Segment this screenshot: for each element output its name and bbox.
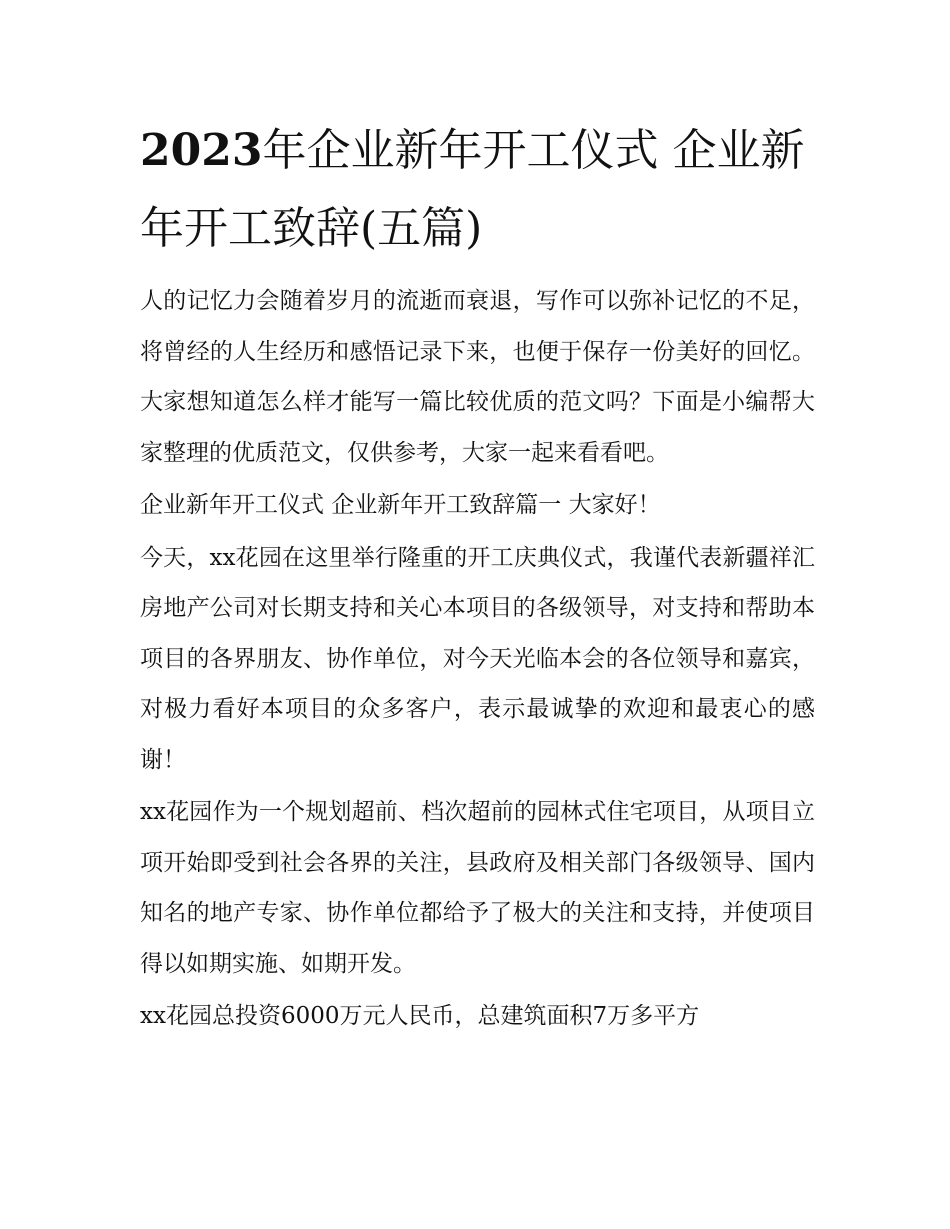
section-heading-paragraph: 企业新年开工仪式 企业新年开工致辞篇一 大家好！ <box>140 492 661 518</box>
title-year: 2023 <box>140 125 263 176</box>
body-paragraph: 今天，xx花园在这里举行隆重的开工庆典仪式，我谨代表新疆祥汇房地产公司对长期支持和关心本项目的各级领导，对支持和帮助本项目的各界朋友、协作单位，对今天光临本会的各位领导和嘉宾，对极力看好本项目的众多客户，表示最诚挚的欢迎和最衷心的感谢！ <box>140 544 815 773</box>
document-title <box>140 112 815 268</box>
body-paragraph: xx花园作为一个规划超前、档次超前的园林式住宅项目，从项目立项开始即受到社会各界的关注，县政府及相关部门各级领导、国内知名的地产专家、协作单位都给予了极大的关注和支持，并使项目得以如期实施、如期开发。 <box>140 799 815 977</box>
title-text: 年企业新年开工仪式 企业新年开工致辞(五篇) <box>140 125 805 254</box>
body-paragraph: xx花园总投资6000万元人民币，总建筑面积7万多平方 <box>140 1003 700 1029</box>
intro-paragraph: 人的记忆力会随着岁月的流逝而衰退，写作可以弥补记忆的不足，将曾经的人生经历和感悟记录下来，也便于保存一份美好的回忆。大家想知道怎么样才能写一篇比较优质的范文吗？下面是小编帮大家整理的优质范文，仅供参考，大家一起来看看吧。 <box>140 288 815 466</box>
document-body <box>140 112 815 1044</box>
